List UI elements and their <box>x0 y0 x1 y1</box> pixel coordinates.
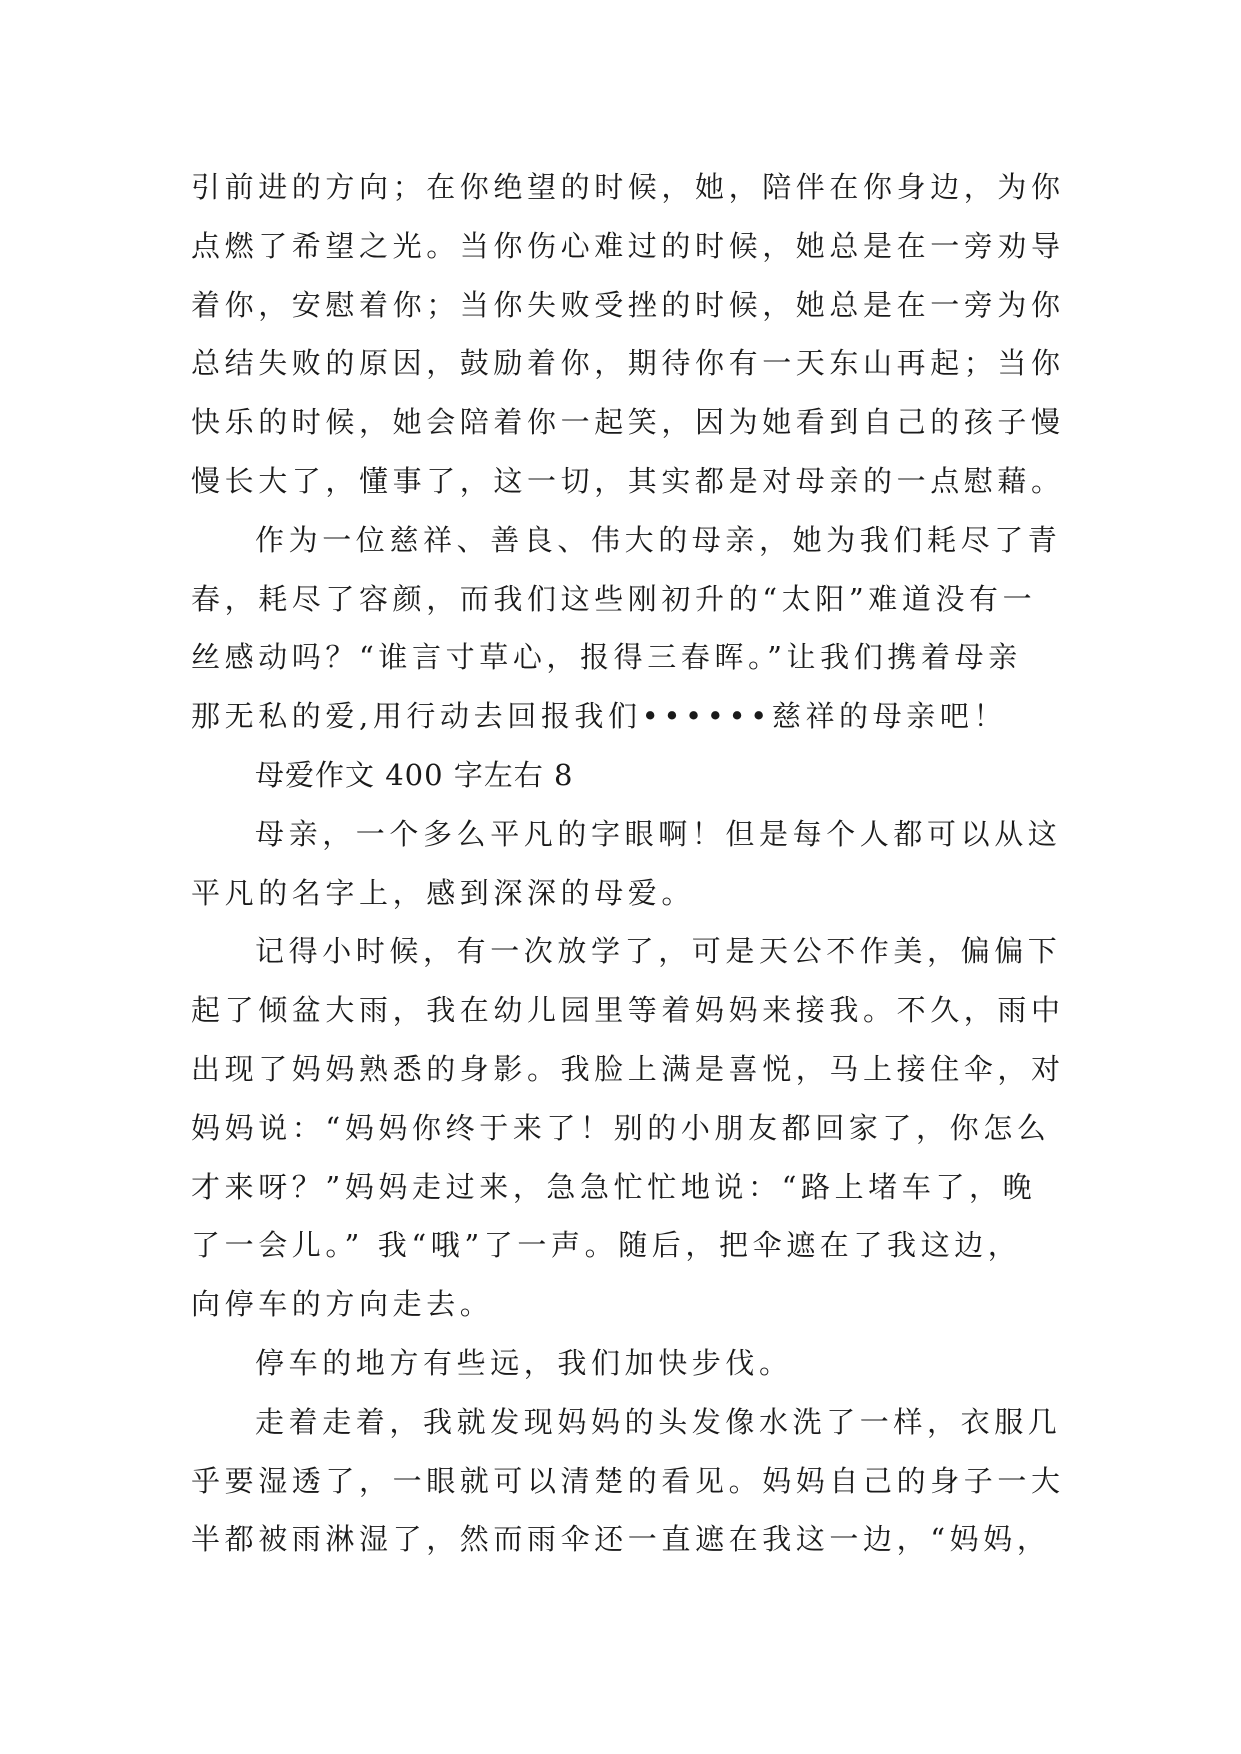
text-line: 引前进的方向；在你绝望的时候，她，陪伴在你身边，为你 <box>191 170 1065 204</box>
text-line: 平凡的名字上，感到深深的母爱。 <box>191 875 696 910</box>
text-line: 起了倾盆大雨，我在幼儿园里等着妈妈来接我。不久，雨中 <box>191 993 1065 1028</box>
section-heading: 母爱作文 400 字左右 8 <box>255 757 574 792</box>
text-line: 才来呀？”妈妈走过来，急急忙忙地说：“路上堵车了，晚 <box>191 1169 1037 1204</box>
text-line: 出现了妈妈熟悉的身影。我脸上满是喜悦，马上接住伞，对 <box>191 1051 1065 1086</box>
text-line: 点燃了希望之光。当你伤心难过的时候，她总是在一旁劝导 <box>191 228 1065 263</box>
text-line: 停车的地方有些远，我们加快步伐。 <box>255 1345 793 1380</box>
text-line: 母亲，一个多么平凡的字眼啊！但是每个人都可以从这 <box>255 816 1062 851</box>
text-line: 快乐的时候，她会陪着你一起笑，因为她看到自己的孩子慢 <box>191 405 1065 440</box>
text-line: 妈妈说：“妈妈你终于来了！别的小朋友都回家了，你怎么 <box>191 1110 1051 1145</box>
text-line: 总结失败的原因，鼓励着你，期待你有一天东山再起；当你 <box>191 346 1065 381</box>
text-line: 丝感动吗？“谁言寸草心，报得三春晖。”让我们携着母亲 <box>191 640 1022 675</box>
text-line: 半都被雨淋湿了，然而雨伞还一直遮在我这一边，“妈妈， <box>191 1522 1051 1557</box>
text-line: 走着走着，我就发现妈妈的头发像水洗了一样，衣服几 <box>255 1404 1062 1439</box>
text-line: 了一会儿。” 我“哦”了一声。随后，把伞遮在了我这边， <box>191 1228 1022 1263</box>
text-line: 那无私的爱,用行动去回报我们••••••慈祥的母亲吧！ <box>191 699 1008 734</box>
text-line: 乎要湿透了，一眼就可以清楚的看见。妈妈自己的身子一大 <box>191 1463 1065 1498</box>
document-body <box>191 158 1071 1569</box>
text-line: 慢长大了，懂事了，这一切，其实都是对母亲的一点慰藉。 <box>191 463 1065 498</box>
text-line: 记得小时候，有一次放学了，可是天公不作美，偏偏下 <box>255 934 1062 969</box>
text-line: 向停车的方向走去。 <box>191 1287 494 1322</box>
text-line: 作为一位慈祥、善良、伟大的母亲，她为我们耗尽了青 <box>255 522 1062 557</box>
text-line: 着你，安慰着你；当你失败受挫的时候，她总是在一旁为你 <box>191 287 1065 322</box>
text-line: 春，耗尽了容颜，而我们这些刚初升的“太阳”难道没有一 <box>191 581 1037 616</box>
